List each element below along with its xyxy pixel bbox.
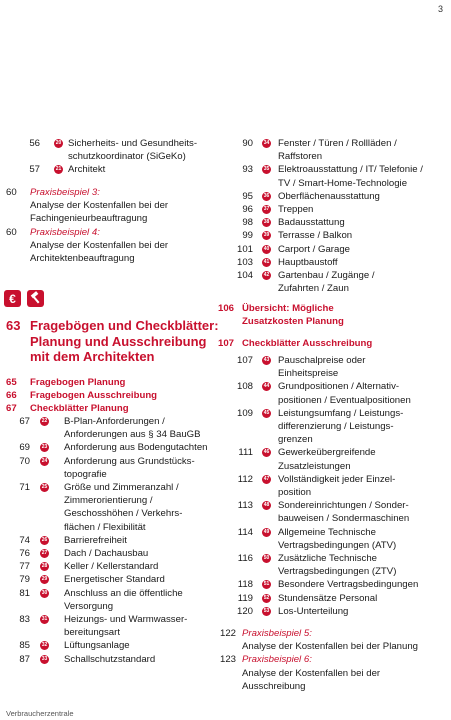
entry-title-line: Zusätzliche Technische: [278, 553, 378, 564]
entry-title-line: Anschluss an die öffentliche: [64, 587, 183, 599]
entry-title-line: Fenster / Türen / Rollläden /: [278, 138, 397, 149]
entry-title-line: Gewerkeübergreifende: [278, 447, 376, 459]
section-heading: Fragebogen Planung: [30, 377, 126, 388]
example-label: Praxisbeispiel 3:: [30, 187, 100, 198]
page-ref: 108: [236, 381, 253, 393]
entry-title-line: TV / Smart-Home-Technologie: [278, 177, 408, 189]
checklist-number-badge: 38: [263, 219, 270, 226]
entry-title-line: Keller / Kellerstandard: [64, 561, 159, 573]
page-ref: 120: [236, 605, 253, 617]
page-ref: 112: [237, 473, 253, 485]
entry-title-line: Grundpositionen / Alternativ-: [278, 381, 400, 393]
entry-title-line: topografie: [64, 468, 107, 480]
page-ref: 67: [6, 403, 17, 415]
page-ref: 83: [19, 614, 30, 625]
toc-entry: [231, 163, 446, 189]
checklist-number-badge: 35: [263, 166, 270, 173]
chapter-title-line: Planung und Ausschreibung: [30, 333, 207, 349]
entry-title-line: Einheitspreise: [278, 368, 339, 380]
entry-title-line: differenzierung / Leistungs-: [278, 420, 394, 432]
checklist-number-badge: 39: [263, 232, 270, 239]
entry-title-line: positionen / Eventualpositionen: [278, 394, 411, 406]
entry-title-line: Elektroausstattung / IT/ Telefonie /: [278, 164, 423, 176]
toc-entry: [10, 137, 210, 163]
example-title-line: Analyse der Kostenfallen bei der: [30, 239, 169, 251]
section-heading-line: Übersicht: Mögliche: [242, 303, 334, 314]
page-ref: 74: [19, 534, 30, 546]
toc-entry: [231, 552, 446, 578]
entry-title-line: flächen / Flexibilität: [64, 521, 146, 533]
page-ref: 93: [242, 164, 253, 176]
page-ref: 107: [236, 355, 253, 366]
checklist-number-badge: 26: [41, 536, 48, 543]
entry-title-line: Versorgung: [64, 600, 114, 612]
entry-title-line: B-Plan-Anforderungen /: [64, 416, 165, 427]
entry-title-line: Zusatzleistungen: [278, 460, 351, 472]
checklist-number-badge: 36: [263, 192, 270, 199]
page-ref: 77: [19, 561, 30, 573]
toc-entry: [231, 256, 446, 269]
page-ref: 70: [19, 455, 30, 467]
toc-entry: [10, 163, 210, 176]
page-ref: 76: [19, 548, 30, 559]
entry-title-line: position: [278, 486, 312, 498]
checklist-number-badge: 40: [263, 245, 270, 252]
checklist-number-badge: 28: [41, 563, 48, 570]
checklist-number-badge: 42: [263, 272, 270, 278]
toc-entry: [10, 441, 220, 454]
page-ref: 101: [236, 243, 253, 255]
toc-entry: [10, 481, 220, 534]
chapter-number: 63: [6, 318, 21, 333]
checklist-number-badge: 33: [41, 655, 48, 662]
euro-icon: [4, 290, 21, 307]
page-ref: 114: [237, 526, 253, 538]
toc-entry: [10, 547, 220, 560]
entry-title-line: Dach / Dachausbau: [64, 548, 149, 559]
example-title-line: Analyse der Kostenfallen bei der: [30, 200, 169, 212]
entry-title-line: Vertragsbedingungen (ZTV): [278, 566, 397, 578]
toc-right-sections: [218, 302, 443, 362]
page-ref: 57: [29, 164, 40, 176]
entry-title-line: Barrierefreiheit: [64, 534, 127, 546]
toc-entry: [10, 534, 220, 547]
toc-entry: [231, 473, 446, 499]
example-title-line: Analyse der Kostenfallen bei der Planung: [242, 641, 419, 653]
checklist-number-badge: 21: [55, 166, 62, 173]
checklist-number-badge: 49: [263, 528, 270, 535]
entry-title-line: bereitungsart: [64, 627, 120, 639]
checklist-number-badge: 25: [41, 484, 48, 490]
page-ref: 87: [19, 653, 30, 665]
chapter-title-line: Fragebögen und Checkblätter:: [30, 318, 219, 333]
checklist-number-badge: 45: [263, 409, 270, 416]
chapter-heading: [6, 318, 221, 378]
checklist-number-badge: 47: [263, 475, 270, 482]
entry-title-line: Oberflächenausstattung: [278, 190, 380, 202]
page-ref: 99: [242, 230, 253, 242]
entry-title-line: Zufahrten / Zaun: [278, 283, 349, 295]
page-ref: 60: [6, 187, 17, 198]
entry-title-line: Besondere Vertragsbedingungen: [278, 579, 419, 591]
page-ref: 119: [237, 592, 253, 604]
svg-text:€: €: [9, 292, 16, 306]
toc-entry: [231, 380, 446, 406]
toc-left-entries: [10, 415, 220, 665]
entry-title-line: Größe und Zimmeranzahl /: [64, 482, 179, 493]
example-label: Praxisbeispiel 5:: [242, 628, 312, 639]
page-ref: 85: [19, 640, 30, 652]
entry-title-line: Vollständigkeit jeder Einzel-: [278, 473, 396, 485]
toc-entry: [231, 592, 446, 605]
toc-entry: [231, 190, 446, 203]
page-ref: 71: [19, 482, 30, 493]
page-ref: 104: [236, 270, 253, 281]
entry-title-line: Geschosshöhen / Verkehrs-: [64, 508, 183, 520]
entry-title-line: Anforderungen aus § 34 BauGB: [64, 429, 201, 441]
checklist-number-badge: 50: [263, 555, 270, 561]
page-ref: 113: [237, 500, 253, 512]
toc-entry: [231, 407, 446, 447]
example-label: Praxisbeispiel 4:: [30, 226, 100, 238]
toc-entry: [10, 639, 220, 652]
toc-entry: [231, 137, 446, 163]
page-ref: 118: [237, 579, 253, 591]
entry-title-line: Heizungs- und Warmwasser-: [64, 614, 188, 625]
entry-title-line: grenzen: [278, 434, 313, 446]
toc-entry: [231, 216, 446, 229]
entry-title-line: Sicherheits- und Gesundheits-: [68, 138, 198, 149]
checklist-number-badge: 34: [263, 140, 270, 146]
entry-title-line: Badausstattung: [278, 217, 345, 229]
toc-right-bottom: [231, 354, 446, 619]
toc-entry: [231, 526, 446, 552]
checklist-number-badge: 31: [41, 616, 48, 622]
entry-title-line: Allgemeine Technische: [278, 526, 376, 538]
entry-title-line: Gartenbau / Zugänge /: [278, 270, 375, 281]
entry-title-line: Pauschalpreise oder: [278, 355, 366, 366]
checklist-number-badge: 52: [263, 594, 270, 601]
toc-entry: [231, 269, 446, 295]
entry-title-line: Treppen: [278, 204, 314, 215]
hammer-icon: [27, 290, 44, 307]
page-ref: 69: [19, 442, 30, 454]
toc-entry: [10, 587, 220, 613]
entry-title-line: Raffstoren: [278, 151, 323, 163]
example-title-line: Architektenbeauftragung: [30, 253, 135, 264]
checklist-number-badge: 41: [263, 258, 270, 265]
toc-examples-left: [6, 186, 216, 266]
entry-title-line: Zimmerorientierung /: [64, 495, 153, 507]
example-title-line: Ausschreibung: [242, 680, 306, 692]
page-ref: 106: [218, 303, 235, 314]
entry-title-line: Leistungsumfang / Leistungs-: [278, 407, 404, 419]
entry-title-line: Schallschutzstandard: [64, 653, 156, 665]
toc-right-top: [231, 137, 446, 297]
checklist-number-badge: 20: [55, 140, 62, 146]
checklist-number-badge: 32: [41, 642, 48, 649]
page-ref: 79: [19, 574, 30, 586]
toc-left-top: [10, 137, 210, 177]
toc-entry: [231, 499, 446, 525]
entry-title-line: Stundensätze Personal: [278, 592, 378, 604]
toc-entry: [10, 613, 220, 639]
footer-text: Verbraucherzentrale: [6, 709, 74, 718]
page-ref: 107: [218, 338, 235, 350]
page-ref: 98: [242, 217, 253, 229]
entry-title-line: Lüftungsanlage: [64, 640, 130, 652]
page-ref: 60: [6, 226, 17, 238]
checklist-number-badge: 48: [263, 502, 270, 509]
section-heading-line: Checkblätter Ausschreibung: [242, 338, 373, 350]
checklist-number-badge: 46: [263, 449, 270, 456]
page-ref: 66: [6, 390, 17, 402]
checklist-number-badge: 51: [263, 581, 270, 588]
checklist-number-badge: 30: [41, 589, 48, 596]
checklist-number-badge: 22: [41, 418, 48, 424]
page-number: 3: [437, 4, 443, 14]
entry-title-line: schutzkoordinator (SiGeKo): [68, 151, 186, 163]
toc-entry: [10, 415, 220, 441]
toc-entry: [231, 243, 446, 256]
toc-entry: [231, 354, 446, 380]
page-ref: 81: [19, 587, 30, 599]
page-ref: 95: [242, 190, 253, 202]
checklist-number-badge: 27: [41, 550, 48, 556]
page-ref: 111: [238, 447, 253, 459]
entry-title-line: Anforderung aus Bodengutachten: [64, 442, 208, 454]
toc-entry: [10, 653, 220, 666]
page-ref: 116: [237, 553, 253, 564]
page-ref: 65: [6, 377, 17, 388]
entry-title-line: Sondereinrichtungen / Sonder-: [278, 500, 409, 512]
entry-title-line: Energetischer Standard: [64, 574, 165, 586]
entry-title-line: Terrasse / Balkon: [278, 230, 353, 242]
checklist-number-badge: 53: [263, 607, 270, 614]
toc-examples-right: [218, 627, 448, 692]
checklist-number-badge: 37: [263, 206, 270, 212]
toc-entry: [231, 605, 446, 618]
page-ref: 90: [242, 138, 253, 149]
page-ref: 123: [219, 654, 236, 666]
chapter-title-line: mit dem Architekten: [30, 349, 155, 364]
checklist-number-badge: 29: [41, 576, 48, 583]
entry-title-line: Vertragsbedingungen (ATV): [278, 539, 397, 551]
toc-entry: [231, 229, 446, 242]
page-ref: 67: [19, 416, 30, 427]
example-title-line: Analyse der Kostenfallen bei der: [242, 667, 381, 679]
toc-entry: [231, 203, 446, 216]
checklist-number-badge: 43: [263, 357, 270, 363]
checklist-number-badge: 24: [41, 457, 48, 464]
entry-title-line: Architekt: [68, 164, 106, 176]
toc-entry: [10, 573, 220, 586]
entry-title-line: Los-Unterteilung: [278, 605, 349, 617]
toc-entry: [231, 446, 446, 472]
page-ref: 103: [236, 256, 253, 268]
page-ref: 96: [242, 204, 253, 215]
entry-title-line: Hauptbaustoff: [278, 256, 338, 268]
checklist-number-badge: 23: [41, 444, 48, 451]
toc-entry: [10, 560, 220, 573]
example-label: Praxisbeispiel 6:: [242, 654, 312, 666]
example-title-line: Fachingenieurbeauftragung: [30, 213, 148, 225]
page-ref: 109: [236, 407, 253, 419]
entry-title-line: Carport / Garage: [278, 243, 350, 255]
section-heading: Checkblätter Planung: [30, 403, 129, 415]
toc-entry: [10, 455, 220, 481]
page-ref: 56: [29, 138, 40, 149]
checklist-number-badge: 44: [263, 383, 270, 390]
page-ref: 122: [219, 628, 236, 639]
entry-title-line: Anforderung aus Grundstücks-: [64, 455, 195, 467]
toc-entry: [231, 578, 446, 591]
section-heading-line: Zusatzkosten Planung: [242, 316, 344, 328]
entry-title-line: bauweisen / Sondermaschinen: [278, 513, 410, 525]
section-heading: Fragebogen Ausschreibung: [30, 390, 158, 402]
sub-headings: [6, 376, 221, 418]
